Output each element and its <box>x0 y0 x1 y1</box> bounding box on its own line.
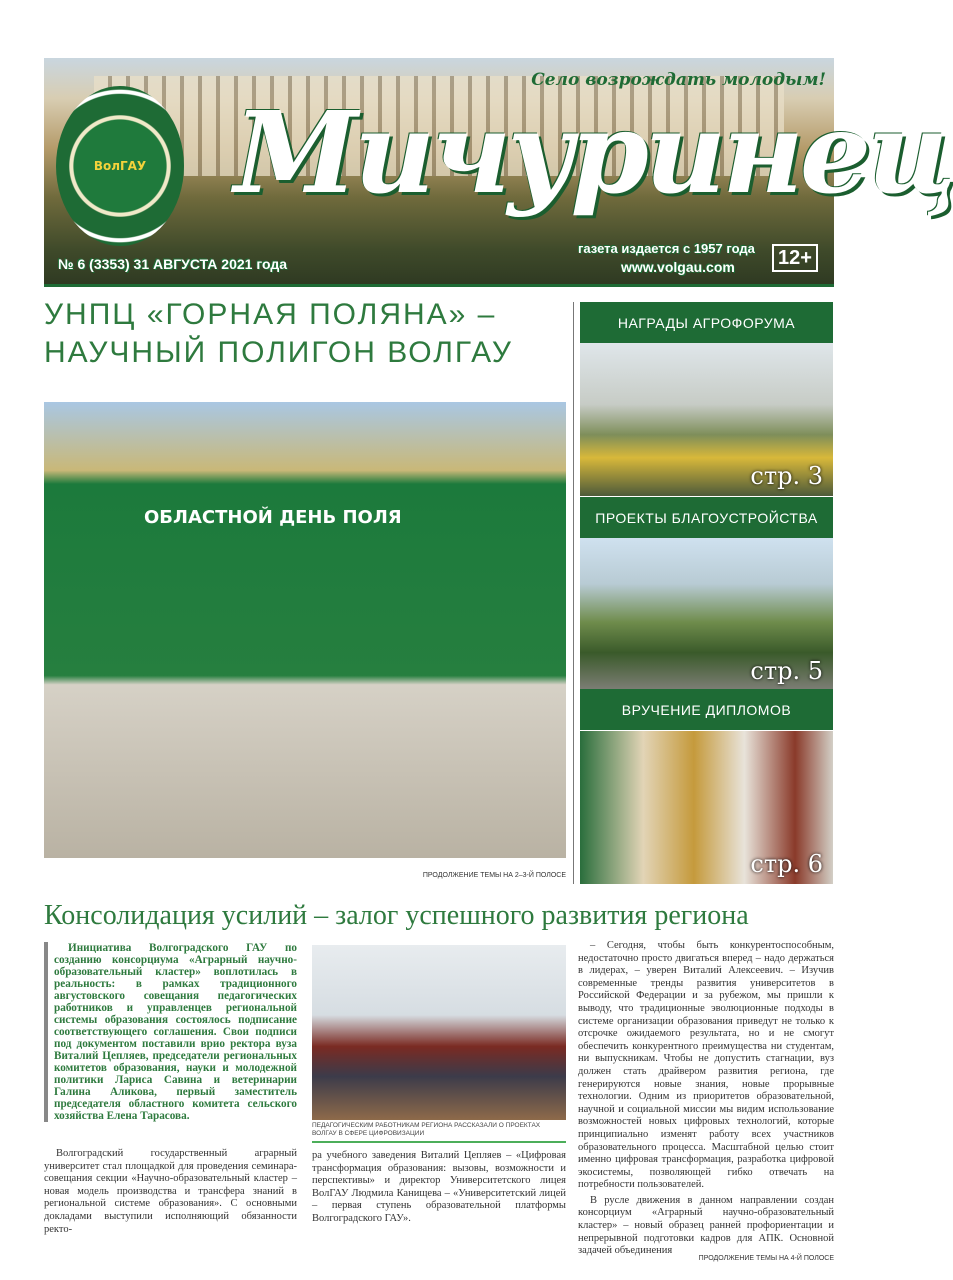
lead-continuation: ПРОДОЛЖЕНИЕ ТЕМЫ НА 2–3-Й ПОЛОСЕ <box>422 872 566 879</box>
sidebar-section-landscaping[interactable] <box>580 497 833 538</box>
section-title: НАГРАДЫ АГРОФОРУМА <box>617 314 796 331</box>
sidebar-photo-awards <box>580 343 833 496</box>
paragraph: ра учебного заведения Виталий Цепляев – «Цифровая трансформация образования: вызовы, возможности и перспективы» и директор Университетского лицея ВолГАУ Людмила Канищева – «Университетский лицей – первая ступень образовательной платформы Волгоградского ГАУ». <box>312 1150 566 1224</box>
university-logo <box>56 86 184 246</box>
issue-info: № 6 (3353) 31 АВГУСТА 2021 года <box>58 256 288 272</box>
paragraph: В русле движения в данном направлении создан консорциум «Аграрный научно-образовательный кластер» – новый образец ранней профориентации и непрерывной подготовки кадров для АПК. Основной задачей объединения <box>578 1194 834 1257</box>
slogan: Село возрождать молодым! <box>531 70 826 90</box>
page-ref[interactable]: стр. 5 <box>750 657 823 685</box>
since-note: газета издается с 1957 года <box>578 241 755 256</box>
newspaper-title: Мичуринец <box>234 88 953 219</box>
article-title: Консолидация усилий – залог успешного развития региона <box>44 900 749 931</box>
sidebar-section-diplomas[interactable] <box>580 689 833 730</box>
paragraph: Волгоградский государственный аграрный университет стал площадкой для проведения семинара-совещания секции «Научно-образовательный кластер – новая модель производства и трансфера знаний в региональной системе образования». С основными докладами выступили исполняющий обязанности ректо- <box>44 1148 297 1235</box>
article-lead <box>44 942 297 1122</box>
lead-text: Инициатива Волгоградского ГАУ по созданию консорциума «Аграрный научно-образовательный кластер» воплотилась в реальность: в рамках традиционного августовского совещания педагогических работников и управленцев региональной системы образования состоялось подписание соответствующего соглашения. Свои подписи под документом поставили врио ректора вуза Виталий Цепляев, председатели региональных комитетов образования, науки и молодежной политики Лариса Савина и ветеринарии Галина Аликова, первый заместитель председателя областного комитета сельского хозяйства Елена Тарасова. <box>54 942 297 1122</box>
section-title: ВРУЧЕНИЕ ДИПЛОМОВ <box>621 701 792 718</box>
lead-headline: УНПЦ «ГОРНАЯ ПОЛЯНА» – НАУЧНЫЙ ПОЛИГОН ВОЛГАУ <box>44 298 513 369</box>
age-rating-badge: 12+ <box>772 244 818 272</box>
column-divider <box>573 302 574 884</box>
photo-banner-text: ОБЛАСТНОЙ ДЕНЬ ПОЛЯ <box>144 507 402 528</box>
sidebar-section-awards[interactable] <box>580 302 833 343</box>
article-column-3 <box>578 940 834 1258</box>
article-continuation: ПРОДОЛЖЕНИЕ ТЕМЫ НА 4-Й ПОЛОСЕ <box>698 1255 834 1262</box>
paragraph: – Сегодня, чтобы быть конкурентоспособным, недостаточно просто двигаться вперед – надо держаться в лидерах, – уверен Виталий Алексеевич. – Изучив современные тренды развития университетов в Российской Федерации и за рубежом, мы пришли к выводу, что традиционные эволюционные подходы в системе организации образования приведут не только к отсрочке ожидаемого результата, но и не смогут обеспечить конкурентного преимущества ни студентам, ни выпускникам. Чтобы не допустить стагнации, вуз должен стать драйвером развития региона, где генерируются новые знания, новые прорывные технологии. Одним из приоритетов образовательной, научной и социальной миссии мы видим использование возможностей новых цифровых технологий, которые принципиально изменят работу всех участников образовательного процесса. Масштабной целью стоит именно цифровая трансформация, разработка цифровой экосистемы, позволяющей гибко отвечать на потребности пользователей. <box>578 940 834 1191</box>
sidebar-photo-diplomas <box>580 731 833 884</box>
seminar-photo <box>312 945 566 1120</box>
website-link[interactable]: www.volgau.com <box>621 259 735 275</box>
section-title: ПРОЕКТЫ БЛАГОУСТРОЙСТВА <box>595 509 818 526</box>
page-ref[interactable]: стр. 3 <box>750 462 823 490</box>
page-ref[interactable]: стр. 6 <box>750 850 823 878</box>
logo-text: ВолГАУ <box>93 159 147 173</box>
lead-photo <box>44 402 566 858</box>
masthead <box>44 58 953 287</box>
article-column-2 <box>312 1150 566 1226</box>
photo-caption: ПЕДАГОГИЧЕСКИМ РАБОТНИКАМ РЕГИОНА РАССКАЗАЛИ О ПРОЕКТАХ ВОЛГАУ В СФЕРЕ ЦИФРОВИЗАЦИИ <box>312 1122 566 1143</box>
article-column-1 <box>44 1148 297 1236</box>
sidebar-photo-landscaping <box>580 538 833 691</box>
